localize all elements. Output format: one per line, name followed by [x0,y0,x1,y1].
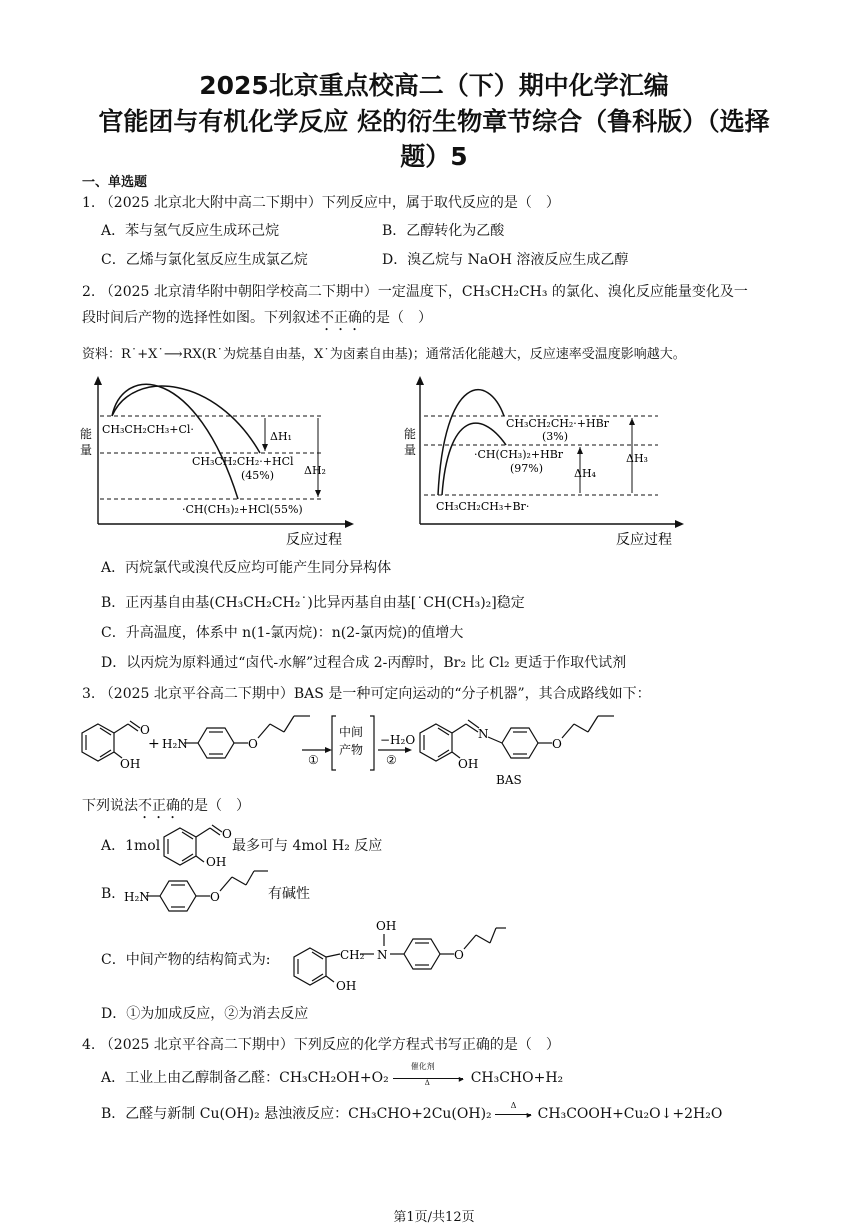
salicylaldehyde-structure [160,818,242,868]
left-ylabel-top: 能 [80,427,93,441]
svg-text:H₂N: H₂N [124,890,150,904]
q4-option-b: B．乙醛与新制 Cu(OH)₂ 悬浊液反应：CH₃CHO+2Cu(OH)₂ Δ ▸ CH₃COOH+Cu₂O↓+2H₂O [101,1101,723,1122]
svg-text:OH: OH [336,979,357,993]
right-ylabel-top: 能 [404,427,417,441]
right-xlabel: 反应过程 [616,532,672,548]
left-dh2: ΔH₂ [304,464,326,477]
q2-option-a: A．丙烷氯代或溴代反应均可能产生同分异构体 [101,560,392,576]
left-xlabel: 反应过程 [286,532,342,548]
q3-option-c-text: C．中间产物的结构简式为: [101,952,271,968]
q3-option-b-text: 有碱性 [268,886,310,902]
q3-option-b-prefix: B． [101,886,126,902]
svg-text:N: N [377,948,388,962]
page-footer: 第1页/共12页 [393,1210,475,1225]
svg-text:O: O [222,827,232,841]
right-prod2-label: ·CH(CH₃)₂+HBr [474,448,564,461]
q2-emphasis: 不正确 [320,310,362,326]
svg-text:OH: OH [206,855,227,868]
chlorination-energy-diagram [78,376,360,548]
right-prod2-pct: (97%) [510,462,544,475]
q3-emphasis: 不正确 [138,798,180,814]
q3-option-a-prefix: A．1mol [101,838,161,854]
intermediate-structure [290,918,506,994]
svg-text:O: O [140,723,150,737]
svg-text:OH: OH [120,757,141,771]
left-ylabel-bottom: 量 [80,443,93,457]
svg-text:O: O [454,948,464,962]
left-prod2-label: ·CH(CH₃)₂+HCl(55%) [182,503,303,516]
right-reactant-label: CH₃CH₂CH₃+Br· [436,500,530,513]
right-dh3: ΔH₃ [626,452,648,465]
svg-text:O: O [552,737,562,751]
svg-text:CH₂: CH₂ [340,948,365,962]
bromination-energy-diagram [400,376,690,548]
svg-text:O: O [210,890,220,904]
doc-title-line1: 2025北京重点校高二（下）期中化学汇编 [199,71,669,100]
right-dh4: ΔH₄ [574,467,596,480]
doc-title-line2: 官能团与有机化学反应 烃的衍生物章节综合（鲁科版）（选择 [98,107,770,136]
svg-text:中间: 中间 [339,725,364,739]
q4-option-a: A．工业上由乙醇制备乙醛：CH₃CH₂OH+O₂ 催化剂 ▸ Δ CH₃CHO+H₂ [101,1062,564,1087]
svg-text:N: N [478,727,489,741]
q1-option-c: C．乙烯与氯化氢反应生成氯乙烷 [101,252,308,268]
reaction-arrow-b: Δ ▸ [495,1107,535,1121]
left-reactant-label: CH₃CH₂CH₃+Cl· [102,423,194,436]
q1-option-a: A．苯与氢气反应生成环己烷 [101,223,280,239]
svg-text:+: + [148,736,160,752]
q3-option-a-text: 最多可与 4mol H₂ 反应 [232,838,383,854]
svg-text:产物: 产物 [339,743,364,757]
svg-text:②: ② [386,753,397,767]
amino-phenyl-ether-structure [120,868,270,916]
right-prod1-pct: (3%) [542,430,569,443]
reaction-arrow-a: 催化剂 ▸ Δ [393,1071,467,1085]
q2-stem-line1: 2. （2025 北京清华附中朝阳学校高二下期中）一定温度下，CH₃CH₂CH₃ 的氯化、溴化反应能量变化及一 [82,284,748,300]
bas-label: BAS [496,773,522,787]
svg-text:O: O [248,737,258,751]
q1-option-d: D．溴乙烷与 NaOH 溶液反应生成乙醇 [382,252,629,268]
svg-text:OH: OH [376,919,397,933]
svg-text:OH: OH [458,757,479,771]
q2-note: 资料：R˙+X˙⟶RX(R˙为烷基自由基，X˙为卤素自由基)；通常活化能越大，反应速率受温度影响越大。 [82,347,686,362]
left-prod1-label: CH₃CH₂CH₂·+HCl [192,455,294,468]
bas-synthesis-scheme [74,704,714,788]
svg-text:−H₂O: −H₂O [380,733,416,747]
right-ylabel-bottom: 量 [404,443,417,457]
q2-stem-line2: 段时间后产物的选择性如图。下列叙述不正确的是（ ） [82,310,432,326]
q1-stem: 1. （2025 北京北大附中高二下期中）下列反应中，属于取代反应的是（ ） [82,195,560,211]
left-prod1-pct: (45%) [241,469,275,482]
q3-question: 下列说法不正确的是（ ） [82,798,250,814]
doc-title-line3: 题）5 [400,142,468,171]
q2-option-c: C．升高温度，体系中 n(1-氯丙烷)：n(2-氯丙烷)的值增大 [101,625,464,641]
left-dh1: ΔH₁ [270,430,292,443]
q2-option-d: D．以丙烷为原料通过“卤代-水解”过程合成 2-丙醇时，Br₂ 比 Cl₂ 更适于作取代试剂 [101,655,627,671]
svg-text:①: ① [308,753,319,767]
q3-stem: 3. （2025 北京平谷高二下期中）BAS 是一种可定向运动的“分子机器”，其合成路线如下： [82,686,651,702]
right-prod1-label: CH₃CH₂CH₂·+HBr [506,417,609,430]
q2-option-b: B．正丙基自由基(CH₃CH₂CH₂˙)比异丙基自由基[˙CH(CH₃)₂]稳定 [101,595,525,611]
q4-stem: 4. （2025 北京平谷高二下期中）下列反应的化学方程式书写正确的是（ ） [82,1037,560,1053]
q1-option-b: B．乙醇转化为乙酸 [382,223,505,239]
section-heading: 一、单选题 [82,175,148,190]
svg-text:H₂N: H₂N [162,737,188,751]
q3-option-d: D．①为加成反应，②为消去反应 [101,1006,309,1022]
